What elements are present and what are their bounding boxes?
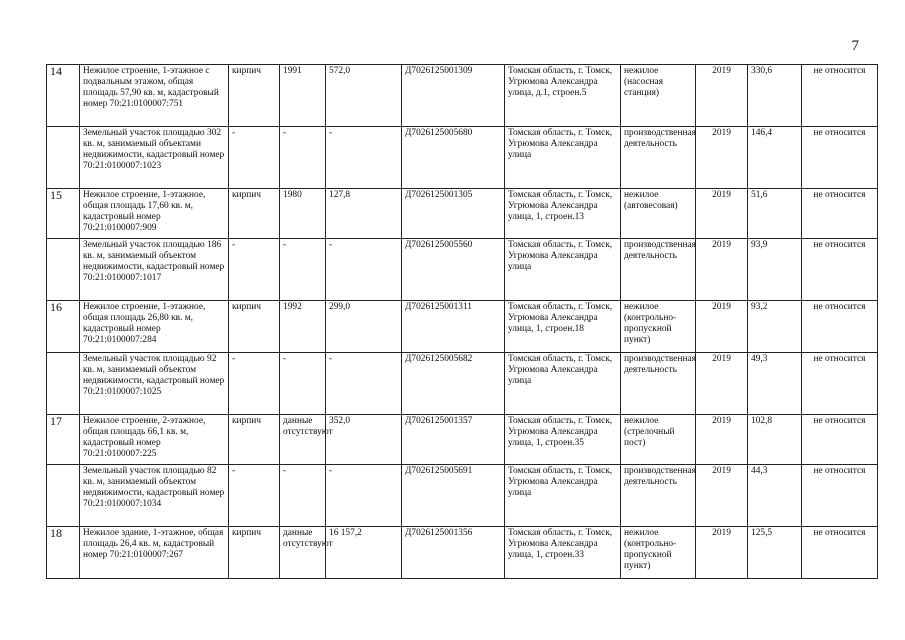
- table-row: [47, 527, 878, 579]
- status: не относится: [802, 301, 878, 353]
- address: Томская область, г. Томск, Угрюмова Александра улица, 1, строен.33: [505, 527, 621, 579]
- value: 352,0: [326, 415, 402, 465]
- table-row: [47, 415, 878, 465]
- value: 299,0: [326, 301, 402, 353]
- reference-year: 2019: [696, 353, 748, 415]
- address: Томская область, г. Томск, Угрюмова Александра улица, 1, строен.35: [505, 415, 621, 465]
- table-body: [47, 65, 878, 579]
- address: Томская область, г. Томск, Угрюмова Александра улица: [505, 239, 621, 301]
- object-description: Земельный участок площадью 302 кв. м, занимаемый объектами недвижимости, кадастровый номер 70:21:0100007:1023: [80, 127, 229, 189]
- registry-code: Д7026125005680: [402, 127, 505, 189]
- object-description: Нежилое строение, 1-этажное, общая площадь 17,60 кв. м, кадастровый номер 70:21:0100007:909: [80, 189, 229, 239]
- registry-code: Д7026125005682: [402, 353, 505, 415]
- amount: 146,4: [748, 127, 802, 189]
- row-number: 14: [47, 65, 80, 127]
- reference-year: 2019: [696, 127, 748, 189]
- wall-material: кирпич: [229, 527, 280, 579]
- object-description: Нежилое строение, 2-этажное, общая площадь 66,1 кв. м, кадастровый номер 70:21:0100007:225: [80, 415, 229, 465]
- registry-code: Д7026125001357: [402, 415, 505, 465]
- amount: 93,9: [748, 239, 802, 301]
- status: не относится: [802, 65, 878, 127]
- property-registry-table: [46, 64, 878, 579]
- amount: 102,8: [748, 415, 802, 465]
- value: -: [326, 465, 402, 527]
- object-description: Нежилое строение, 1-этажное, общая площадь 26,80 кв. м, кадастровый номер 70:21:0100007:284: [80, 301, 229, 353]
- purpose: производственная деятельность: [621, 465, 696, 527]
- wall-material: -: [229, 465, 280, 527]
- registry-code: Д7026125005560: [402, 239, 505, 301]
- registry-code: Д7026125001309: [402, 65, 505, 127]
- page-number: 7: [851, 38, 859, 54]
- status: не относится: [802, 415, 878, 465]
- build-year: 1992: [280, 301, 326, 353]
- amount: 51,6: [748, 189, 802, 239]
- wall-material: кирпич: [229, 301, 280, 353]
- reference-year: 2019: [696, 465, 748, 527]
- reference-year: 2019: [696, 239, 748, 301]
- build-year: -: [280, 239, 326, 301]
- amount: 49,3: [748, 353, 802, 415]
- build-year: -: [280, 127, 326, 189]
- row-number: [47, 127, 80, 189]
- address: Томская область, г. Томск, Угрюмова Александра улица: [505, 465, 621, 527]
- object-description: Нежилое строение, 1-этажное с подвальным этажом, общая площадь 57,90 кв. м, кадастровый номер 70:21:0100007:751: [80, 65, 229, 127]
- registry-code: Д7026125001311: [402, 301, 505, 353]
- reference-year: 2019: [696, 527, 748, 579]
- row-number: 18: [47, 527, 80, 579]
- row-number: 17: [47, 415, 80, 465]
- row-number: 15: [47, 189, 80, 239]
- object-description: Земельный участок площадью 92 кв. м, занимаемый объектом недвижимости, кадастровый номер 70:21:0100007:1025: [80, 353, 229, 415]
- row-number: [47, 239, 80, 301]
- amount: 330,6: [748, 65, 802, 127]
- purpose: нежилое (контрольно-пропускной пункт): [621, 527, 696, 579]
- reference-year: 2019: [696, 65, 748, 127]
- value: -: [326, 127, 402, 189]
- table-row: [47, 189, 878, 239]
- purpose: нежилое (стрелочный пост): [621, 415, 696, 465]
- purpose: производственная деятельность: [621, 353, 696, 415]
- amount: 125,5: [748, 527, 802, 579]
- build-year: -: [280, 353, 326, 415]
- address: Томская область, г. Томск, Угрюмова Александра улица: [505, 353, 621, 415]
- purpose: производственная деятельность: [621, 239, 696, 301]
- reference-year: 2019: [696, 189, 748, 239]
- registry-code: Д7026125001356: [402, 527, 505, 579]
- table-row: [47, 239, 878, 301]
- amount: 93,2: [748, 301, 802, 353]
- purpose: нежилое (насосная станция): [621, 65, 696, 127]
- row-number: 16: [47, 301, 80, 353]
- wall-material: кирпич: [229, 65, 280, 127]
- row-number: [47, 465, 80, 527]
- address: Томская область, г. Томск, Угрюмова Александра улица: [505, 127, 621, 189]
- object-description: Земельный участок площадью 82 кв. м, занимаемый объектом недвижимости, кадастровый номер 70:21:0100007:1034: [80, 465, 229, 527]
- wall-material: -: [229, 239, 280, 301]
- purpose: нежилое (контрольно-пропускной пункт): [621, 301, 696, 353]
- value: 127,8: [326, 189, 402, 239]
- address: Томская область, г. Томск, Угрюмова Александра улица, 1, строен.18: [505, 301, 621, 353]
- object-description: Земельный участок площадью 186 кв. м, занимаемый объектом недвижимости, кадастровый номер 70:21:0100007:1017: [80, 239, 229, 301]
- build-year: 1980: [280, 189, 326, 239]
- table-row: [47, 65, 878, 127]
- status: не относится: [802, 127, 878, 189]
- value: -: [326, 353, 402, 415]
- amount: 44,3: [748, 465, 802, 527]
- registry-code: Д7026125001305: [402, 189, 505, 239]
- build-year: -: [280, 465, 326, 527]
- address: Томская область, г. Томск, Угрюмова Александра улица, 1, строен.13: [505, 189, 621, 239]
- registry-code: Д7026125005691: [402, 465, 505, 527]
- row-number: [47, 353, 80, 415]
- address: Томская область, г. Томск, Угрюмова Александра улица, д.1, строен.5: [505, 65, 621, 127]
- status: не относится: [802, 189, 878, 239]
- table-row: [47, 127, 878, 189]
- value: 572,0: [326, 65, 402, 127]
- build-year: данные отсутствуют: [280, 527, 326, 579]
- table-row: [47, 465, 878, 527]
- status: не относится: [802, 465, 878, 527]
- table-row: [47, 353, 878, 415]
- reference-year: 2019: [696, 301, 748, 353]
- table-row: [47, 301, 878, 353]
- wall-material: кирпич: [229, 415, 280, 465]
- status: не относится: [802, 239, 878, 301]
- wall-material: кирпич: [229, 189, 280, 239]
- value: 16 157,2: [326, 527, 402, 579]
- purpose: нежилое (автовесовая): [621, 189, 696, 239]
- wall-material: -: [229, 127, 280, 189]
- status: не относится: [802, 527, 878, 579]
- reference-year: 2019: [696, 415, 748, 465]
- status: не относится: [802, 353, 878, 415]
- purpose: производственная деятельность: [621, 127, 696, 189]
- build-year: 1991: [280, 65, 326, 127]
- build-year: данные отсутствуют: [280, 415, 326, 465]
- object-description: Нежилое здание, 1-этажное, общая площадь 26,4 кв. м, кадастровый номер 70:21:0100007:267: [80, 527, 229, 579]
- value: -: [326, 239, 402, 301]
- wall-material: -: [229, 353, 280, 415]
